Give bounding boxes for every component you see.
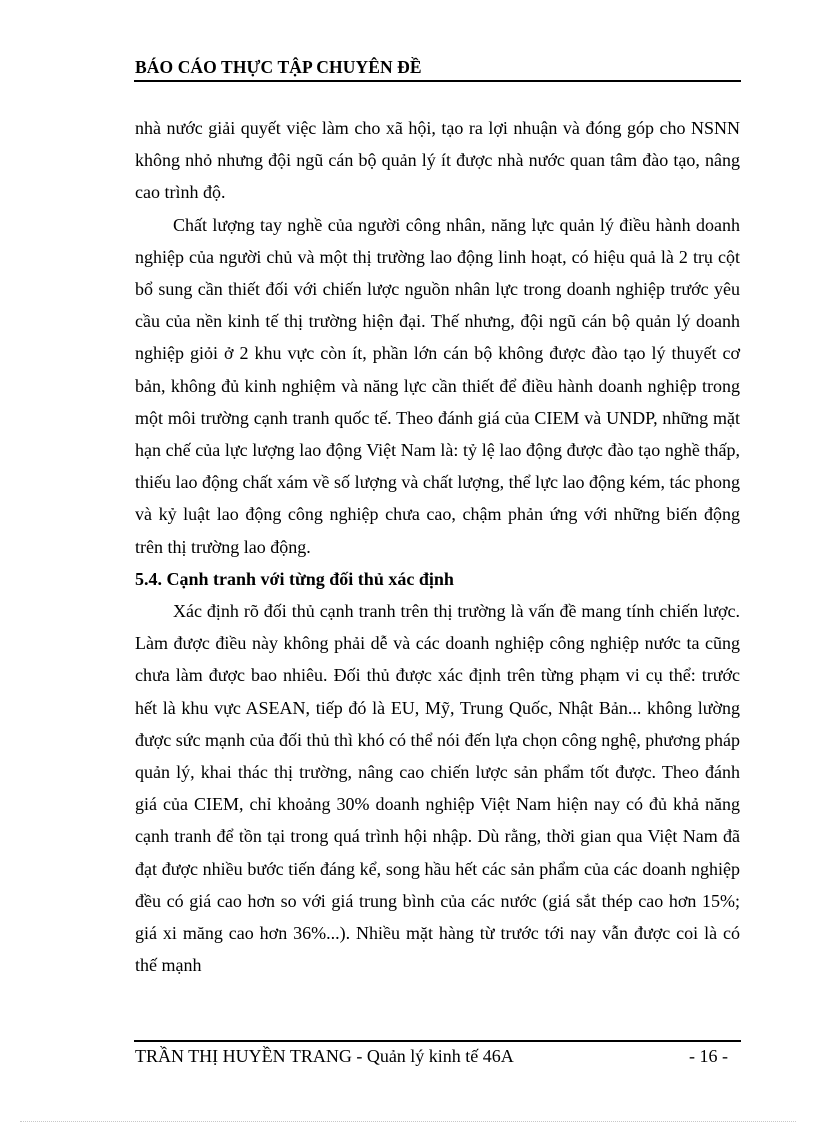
section-heading: 5.4. Cạnh tranh với từng đối thủ xác định [135,568,454,589]
page-bottom-edge [20,1121,796,1122]
footer-author: TRẦN THỊ HUYỀN TRANG - Quản lý kinh tế 46A [135,1046,514,1066]
paragraph-continued: nhà nước giải quyết việc làm cho xã hội, tạo ra lợi nhuận và đóng góp cho NSNN không nhỏ nhưng đội ngũ cán bộ quản lý ít được nhà nước quan tâm đào tạo, nâng cao trình độ. [135,118,740,203]
header-divider [134,80,741,82]
footer-divider [134,1040,741,1042]
paragraph-labor-quality: Chất lượng tay nghề của người công nhân, năng lực quản lý điều hành doanh nghiệp của người chủ và một thị trường lao động linh hoạt, có hiệu quả là 2 trụ cột bổ sung cần thiết đối với chiến lược nguồn nhân lực trong doanh nghiệp trước yêu cầu của nền kinh tế thị trường hiện đại. Thế nhưng, đội ngũ cán bộ quản lý doanh nghiệp giỏi ở 2 khu vực còn ít, phần lớn cán bộ không được đào tạo lý thuyết cơ bản, không đủ kinh nghiệm và năng lực cần thiết để điều hành doanh nghiệp trong một môi trường cạnh tranh quốc tế. Theo đánh giá của CIEM và UNDP, những mặt hạn chế của lực lượng lao động Việt Nam là: tỷ lệ lao động được đào tạo nghề thấp, thiếu lao động chất xám về số lượng và chất lượng, thể lực lao động kém, tác phong và kỷ luật lao động công nghiệp chưa cao, chậm phản ứng với những biến động trên thị trường lao động. [135,214,740,557]
paragraph-competitors: Xác định rõ đối thủ cạnh tranh trên thị trường là vấn đề mang tính chiến lược. Làm được điều này không phải dễ và các doanh nghiệp công nghiệp nước ta cũng chưa làm được bao nhiêu. Đối thủ được xác định trên từng phạm vi cụ thể: trước hết là khu vực ASEAN, tiếp đó là EU, Mỹ, Trung Quốc, Nhật Bản... không lường được sức mạnh của đối thủ thì khó có thể nói đến lựa chọn công nghệ, phương pháp quản lý, khai thác thị trường, nâng cao chiến lược sản phẩm tốt được. Theo đánh giá của CIEM, chỉ khoảng 30% doanh nghiệp Việt Nam hiện nay có đủ khả năng cạnh tranh để tồn tại trong quá trình hội nhập. Dù rằng, thời gian qua Việt Nam đã đạt được nhiều bước tiến đáng kể, song hầu hết các sản phẩm của các doanh nghiệp đều có giá cao hơn so với giá trung bình của các nước (giá sắt thép cao hơn 15%; giá xi măng cao hơn 36%...). Nhiều mặt hàng từ trước tới nay vẫn được coi là có thế mạnh [135,601,740,976]
page-header-title: BÁO CÁO THỰC TẬP CHUYÊN ĐỀ [135,57,422,77]
document-body [135,112,740,981]
page-number: - 16 - [689,1046,728,1066]
